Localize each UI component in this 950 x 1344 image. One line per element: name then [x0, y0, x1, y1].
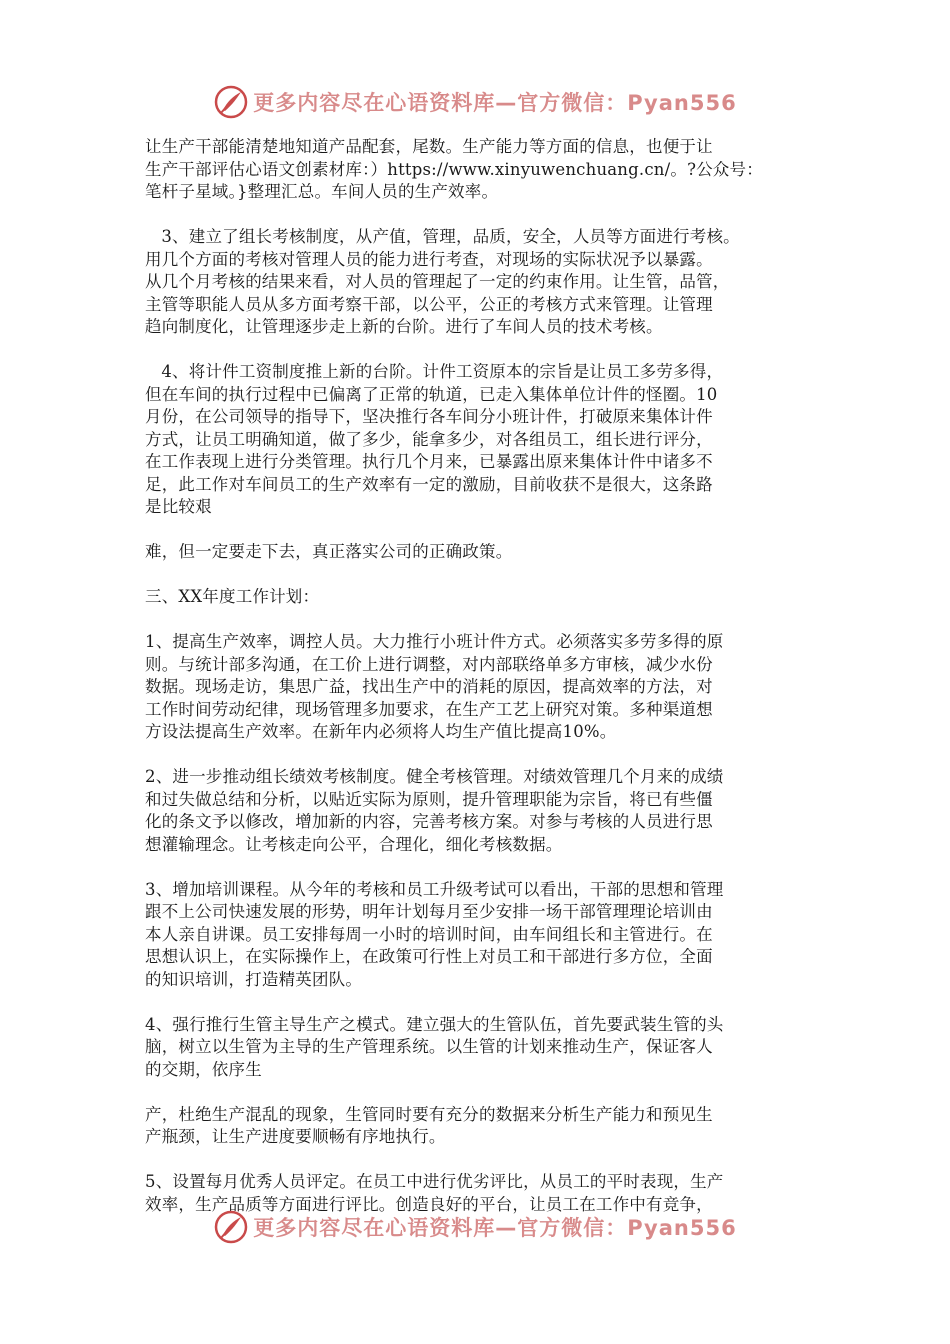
paragraph: 3、增加培训课程。从今年的考核和员工升级考试可以看出，干部的思想和管理 跟不上公司快速发展的形势，明年计划每月至少安排一场干部管理理论培训由 本人亲自讲课。员工安排每周一小时的培训时间，由车间组长和主管进行。在 思想认识上，在实际操作上，在政策可行性上对员工和干部进行多方位，全面 的知识培训，打造精英团队。 — [145, 879, 724, 989]
paragraph: 4、强行推行生管主导生产之模式。建立强大的生管队伍，首先要武装生管的头 脑，树立以生管为主导的生产管理系统。以生管的计划来推动生产，保证客人 的交期，依序生 — [145, 1014, 724, 1079]
paragraph: 产，杜绝生产混乱的现象，生管同时要有充分的数据来分析生产能力和预见生 产瓶颈，让生产进度要顺畅有序地执行。 — [145, 1104, 713, 1146]
header-banner — [0, 82, 950, 122]
paragraph: 难，但一定要走下去，真正落实公司的正确政策。 — [145, 542, 513, 561]
paragraph: 3、建立了组长考核制度，从产值，管理，品质，安全，人员等方面进行考核。 用几个方面的考核对管理人员的能力进行考查，对现场的实际状况予以暴露。 从几个月考核的结果来看，对人员的管理起了一定的约束作用。让生管，品管， 主管等职能人员从多方面考察干部，以公平，公正的考核方式来管理。让管理 趋向制度化，让管理逐步走上新的台阶。进行了车间人员的技术考核。 — [145, 227, 740, 336]
paragraph: 2、进一步推动组长绩效考核制度。健全考核管理。对绩效管理几个月来的成绩 和过失做总结和分析，以贴近实际为原则，提升管理职能为宗旨，将已有些僵 化的条文予以修改，增加新的内容，完善考核方案。对参与考核的人员进行思 想灌输理念。让考核走向公平，合理化，细化考核数据。 — [145, 767, 724, 854]
footer-banner — [0, 1207, 950, 1247]
section-heading: 三、XX年度工作计划： — [145, 587, 320, 606]
banner-text: 更多内容尽在心语资料库—官方微信：Pyan556 — [253, 1216, 737, 1240]
banner-text: 更多内容尽在心语资料库—官方微信：Pyan556 — [253, 91, 737, 115]
quill-logo-icon — [213, 1209, 249, 1245]
paragraph: 4、将计件工资制度推上新的台阶。计件工资原本的宗旨是让员工多劳多得， 但在车间的执行过程中已偏离了正常的轨道，已走入集体单位计件的怪圈。10 月份，在公司领导的指导下，坚决推行各车间分小班计件，打破原来集体计件 方式，让员工明确知道，做了多少，能拿多少，对各组员工，组长进行评分， 在工作表现上进行分类管理。执行几个月来，已暴露出原来集体计件中诸多不 足，此工作对车间员工的生产效率有一定的激励，目前收获不是很大，这条路 是比较艰 — [145, 362, 724, 516]
document-body — [145, 136, 825, 1239]
paragraph: 1、提高生产效率，调控人员。大力推行小班计件方式。必须落实多劳多得的原 则。与统计部多沟通，在工价上进行调整，对内部联络单多方审核，减少水份 数据。现场走访，集思广益，找出生产中的消耗的原因，提高效率的方法，对 工作时间劳动纪律，现场管理多加要求，在生产工艺上研究对策。多种渠道想 方设法提高生产效率。在新年内必须将人均生产值比提高10%。 — [145, 632, 724, 741]
paragraph: 5、设置每月优秀人员评定。在员工中进行优劣评比，从员工的平时表现，生产 效率，生产品质等方面进行评比。创造良好的平台，让员工在工作中有竞争， — [145, 1172, 724, 1214]
paragraph: 让生产干部能清楚地知道产品配套，尾数。生产能力等方面的信息，也便于让 生产干部评估心语文创素材库：）https://www.xinyuwenchuang.cn/。?公众号： 笔杆子星域。}整理汇总。车间人员的生产效率。 — [145, 137, 763, 201]
quill-logo-icon — [213, 84, 249, 120]
